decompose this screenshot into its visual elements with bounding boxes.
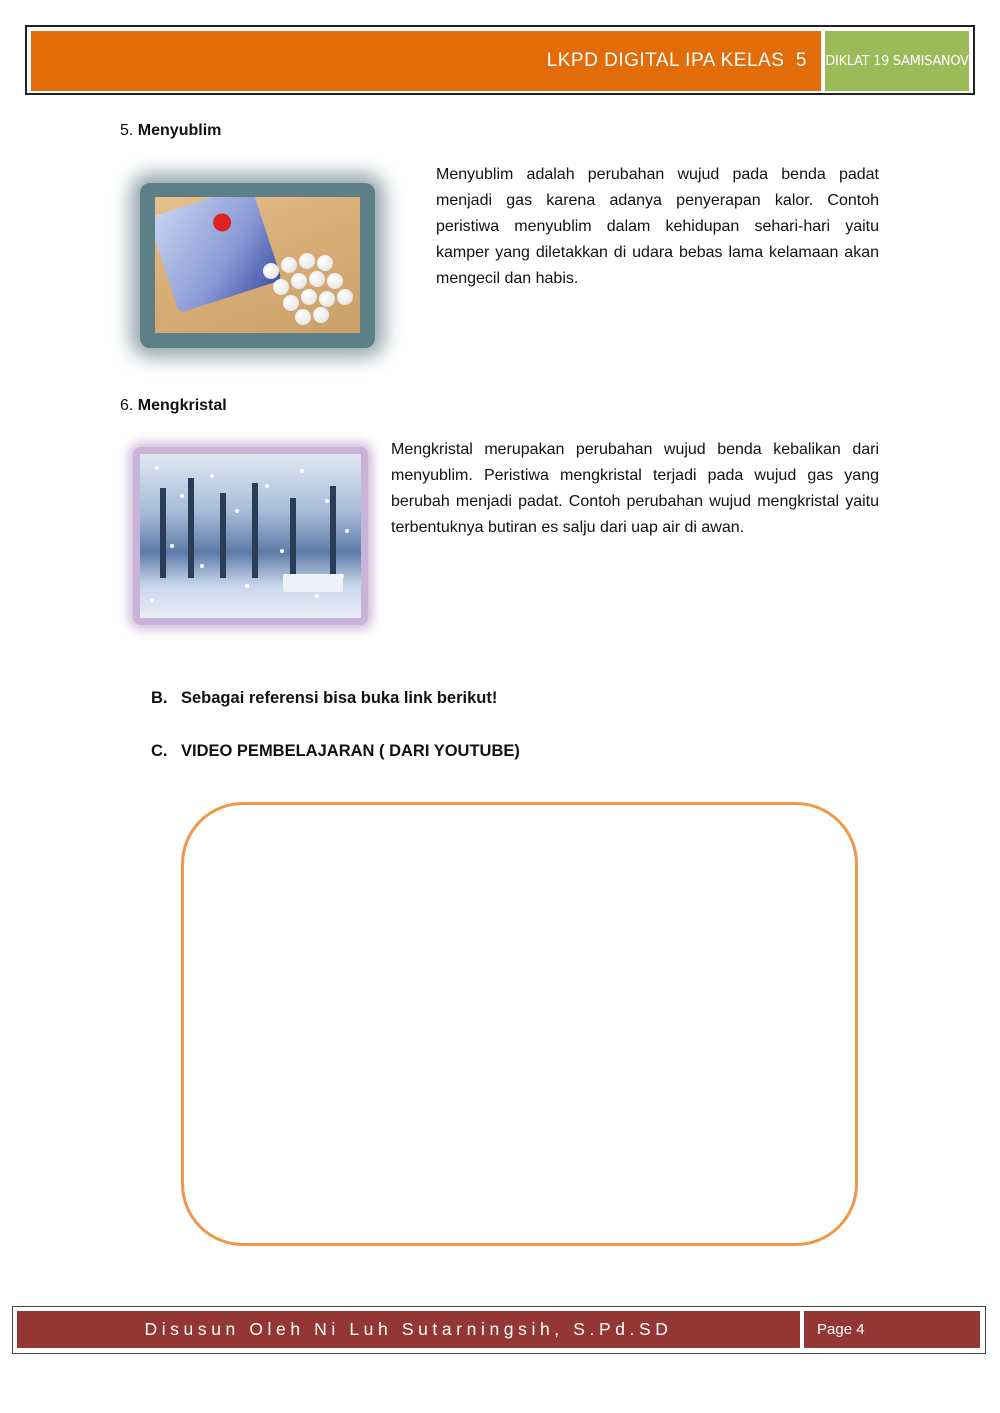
snowflake [345,529,349,533]
header-title-bar [31,31,821,91]
item-title: Mengkristal [137,397,227,414]
item-text-menyublim: Menyublim adalah perubahan wujud pada benda padat menjadi gas karena adanya penyerapan kalor. Contoh peristiwa menyublim dalam kehidupan sehari-hari yaitu kamper yang diletakkan di udara bebas lama kelamaan akan mengecil dan habis. [436,166,879,287]
section-letter: B. [151,689,168,707]
section-text: Sebagai referensi bisa buka link berikut! [181,689,498,707]
video-embed-box[interactable] [181,802,858,1246]
mothball [337,289,353,305]
snowflake [245,584,249,588]
tree [290,498,296,578]
mothball [317,255,333,271]
mothball-photo-frame [140,183,375,348]
bag-logo [211,211,234,234]
footer-page-box [804,1311,980,1348]
snowflake [155,466,159,470]
snow-photo [140,454,361,618]
mothball [273,279,289,295]
section-c [151,742,520,761]
mothball-bag [155,197,282,313]
mothball [299,253,315,269]
tree [220,493,226,578]
snowflake [325,499,329,503]
mothball [301,289,317,305]
mothball [319,291,335,307]
tree [330,486,336,578]
mothball [309,271,325,287]
page-header [25,25,975,95]
section-b [151,689,497,708]
snowflake [170,544,174,548]
item-number: 5. [120,122,134,139]
page-number: Page 4 [817,1321,865,1338]
snowflake [300,469,304,473]
page-footer [12,1306,986,1354]
snowflake [235,509,239,513]
mothball-photo [155,197,360,333]
tree [252,483,258,578]
mothball [263,263,279,279]
tree [188,478,194,578]
snow-photo-frame [133,447,368,625]
tree [160,488,166,578]
header-title: LKPD DIGITAL IPA KELAS 5 [546,50,807,71]
item-title: Menyublim [137,122,222,139]
snowflake [340,574,344,578]
header-side-box [825,31,969,91]
snowflake [280,549,284,553]
mothball [313,307,329,323]
item-heading-mengkristal [120,397,227,415]
snowflake [200,564,204,568]
mothball [327,273,343,289]
snowflake [180,494,184,498]
item-number: 6. [120,397,134,414]
section-letter: C. [151,742,168,760]
snowy-bench [283,574,343,592]
header-side-label: DIKLAT 19 SAMISANOV [825,53,969,69]
snowflake [150,599,154,603]
mothball [283,295,299,311]
mothball [291,273,307,289]
mothball [281,257,297,273]
snowflake [265,484,269,488]
snowflake [210,474,214,478]
item-text-mengkristal: Mengkristal merupakan perubahan wujud benda kebalikan dari menyublim. Peristiwa mengkristal terjadi pada wujud gas yang berubah menjadi padat. Contoh perubahan wujud mengkristal yaitu terbentuknya butiran es salju dari uap air di awan. [391,441,879,536]
footer-author-bar [17,1311,800,1348]
section-text: VIDEO PEMBELAJARAN ( DARI YOUTUBE) [181,742,520,760]
footer-author: Disusun Oleh Ni Luh Sutarningsih, S.Pd.SD [144,1319,673,1339]
mothball [295,309,311,325]
snowflake [315,594,319,598]
item-heading-menyublim [120,122,221,140]
